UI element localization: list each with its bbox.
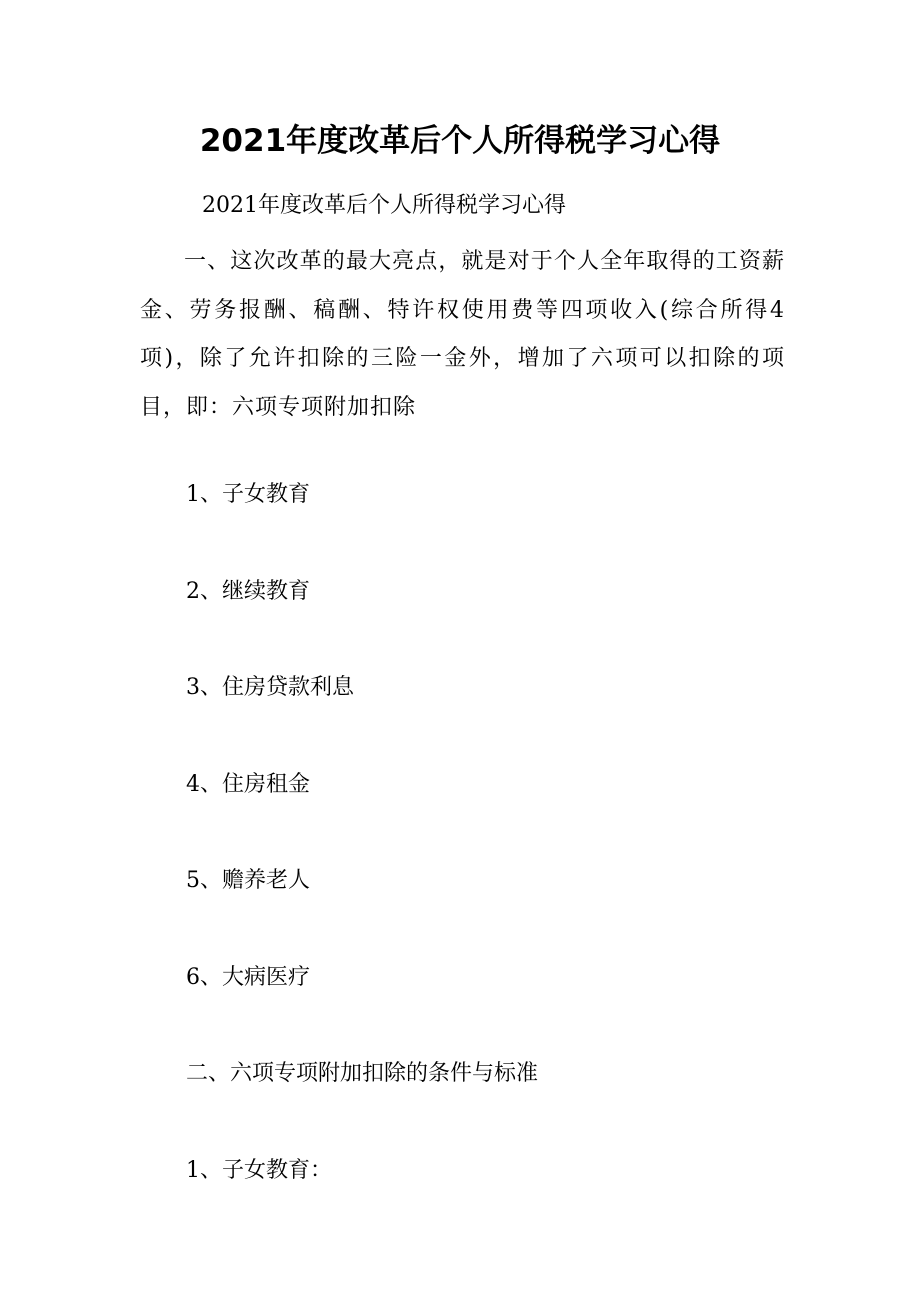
list-item: 1、子女教育 — [186, 482, 310, 507]
document-subtitle: 2021年度改革后个人所得税学习心得 — [202, 193, 566, 218]
list-item: 2、继续教育 — [186, 579, 310, 604]
list-item: 5、赡养老人 — [186, 868, 310, 893]
list-item: 6、大病医疗 — [186, 965, 310, 990]
list-item: 3、住房贷款利息 — [186, 675, 354, 700]
list-item: 1、子女教育： — [186, 1158, 332, 1183]
document-title: 2021年度改革后个人所得税学习心得 — [199, 123, 721, 159]
section-heading: 二、六项专项附加扣除的条件与标准 — [186, 1061, 539, 1086]
list-item: 4、住房租金 — [186, 772, 310, 797]
paragraph-intro: 一、这次改革的最大亮点，就是对于个人全年取得的工资薪金、劳务报酬、稿酬、特许权使用费等四项收入(综合所得4项)，除了允许扣除的三险一金外，增加了六项可以扣除的项目，即：六项专项附加扣除 — [140, 249, 785, 420]
